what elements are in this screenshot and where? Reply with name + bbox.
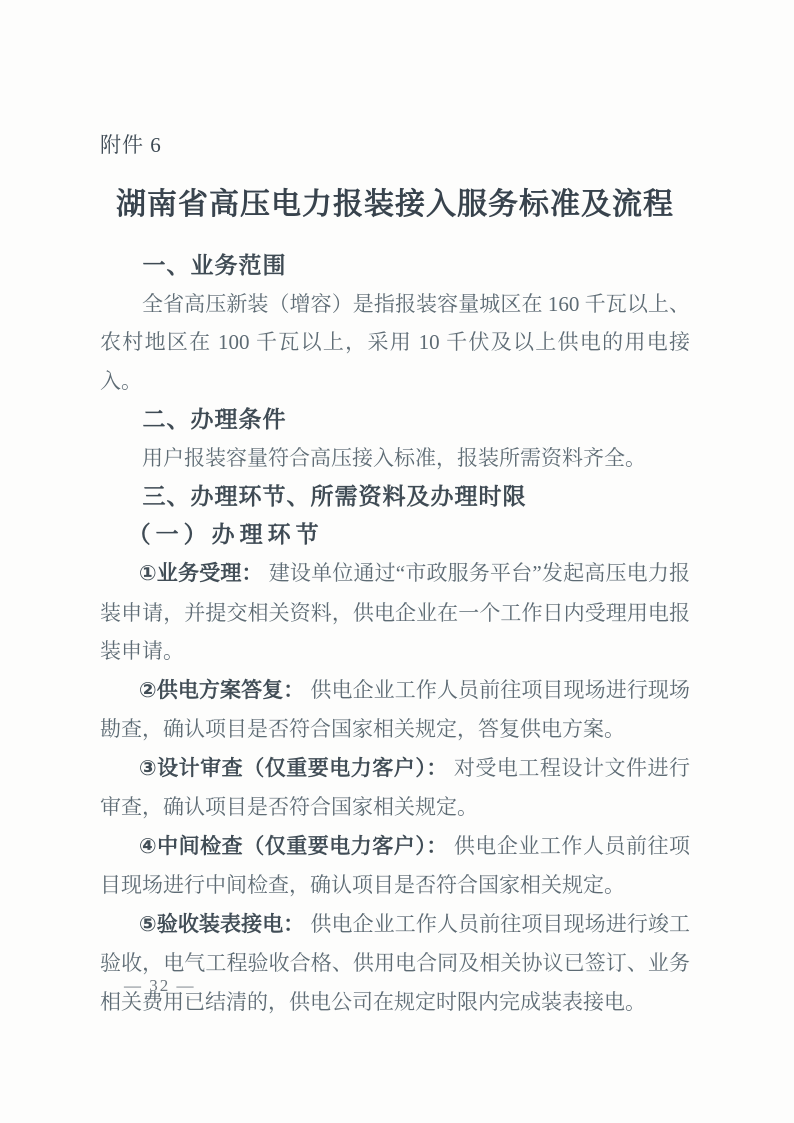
document-title: 湖南省高压电力报装接入服务标准及流程 xyxy=(116,188,674,221)
process-step-2-text: 供电企业工作人员前往项目现场进行现场勘查，确认项目是否符合国家相关规定，答复供电方案。 xyxy=(100,677,691,741)
process-step-4-text: 供电企业工作人员前往项目现场进行中间检查，确认项目是否符合国家相关规定。 xyxy=(100,833,691,897)
page-number: — 32 — xyxy=(124,976,196,995)
process-step-1-text: 建设单位通过“市政服务平台”发起高压电力报装申请，并提交相关资料，供电企业在一个工作日内受理用电报装申请。 xyxy=(100,561,691,663)
process-step-3-label: ③设计审查（仅重要电力客户）： xyxy=(138,756,448,780)
subsection-heading-process-steps: （一）办理环节 xyxy=(127,521,324,547)
document-body xyxy=(100,246,690,1021)
paragraph-conditions: 用户报装容量符合高压接入标准，报装所需资料齐全。 xyxy=(142,445,646,470)
process-step-5 xyxy=(100,905,690,1022)
process-step-3-text: 对受电工程设计文件进行审查，确认项目是否符合国家相关规定。 xyxy=(100,755,691,819)
process-step-2 xyxy=(100,671,690,749)
attachment-label: 附件 6 xyxy=(100,133,162,157)
process-step-4 xyxy=(100,827,690,905)
process-step-5-label: ⑤验收装表接电： xyxy=(138,912,305,936)
paragraph-business-scope: 全省高压新装（增容）是指报装容量城区在 160 千瓦以上、农村地区在 100 千瓦以上，采用 10 千伏及以上供电的用电接入。 xyxy=(100,291,690,393)
section-heading-business-scope: 一、业务范围 xyxy=(142,252,287,278)
process-step-5-text: 供电企业工作人员前往项目现场进行竣工验收，电气工程验收合格、供用电合同及相关协议已签订、业务相关费用已结清的，供电公司在规定时限内完成装表接电。 xyxy=(100,911,691,1014)
process-step-1 xyxy=(100,554,690,671)
process-step-3 xyxy=(100,749,690,827)
process-step-2-label: ②供电方案答复： xyxy=(138,678,305,702)
process-step-1-label: ①业务受理： xyxy=(138,562,263,585)
section-heading-process: 三、办理环节、所需资料及办理时限 xyxy=(142,483,527,509)
section-heading-conditions: 二、办理条件 xyxy=(142,406,287,432)
process-step-4-label: ④中间检查（仅重要电力客户）： xyxy=(138,834,448,858)
